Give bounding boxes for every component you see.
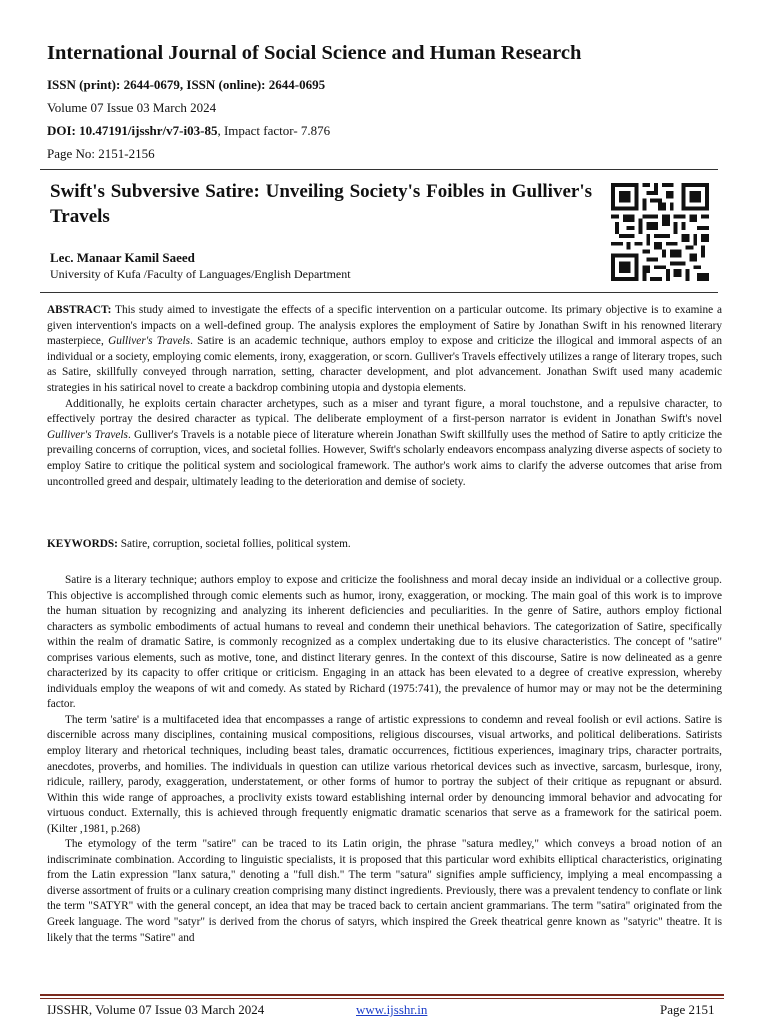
keywords-text: Satire, corruption, societal follies, political system. [117, 538, 351, 550]
title-top-rule [40, 169, 718, 170]
body-paragraph-3: The etymology of the term "satire" can be traced to its Latin origin, the phrase "satura medley," which conveys a broad notion of an indiscriminate combination. According to linguistic specialists, it is proposed that this particular word exhibits elliptical characteristics, originating from the Latin expression "lanx satura," denoting a "full dish." The term "satura" signifies ample sufficiency, implying a meal encompassing a diverse assortment of fruits or a culinary creation comprising many distinct ingredients. Previously, there was a prevalent tendency to conflate or link the term "SATYR" with the general concept, an idea that may be traced back to certain ancient grammarians. The term "satira" originated from the Greek language. The word "satyr" is derived from the chorus of satyrs, which inspired the Greek theatrical genre known as "satyric" theatre. It is likely that the terms "Satire" and [47, 838, 722, 944]
footer-journal-info: IJSSHR, Volume 07 Issue 03 March 2024 [47, 1002, 265, 1017]
work-title: Gulliver's Travels [108, 335, 191, 348]
issn-line: ISSN (print): 2644-0679, ISSN (online): 2644-0695 [47, 77, 326, 92]
title-bottom-rule [40, 292, 718, 293]
abstract-paragraph-2 [47, 397, 722, 491]
doi-line [47, 123, 330, 139]
work-title: Gulliver's Travels [47, 428, 128, 441]
paper-title: Swift's Subversive Satire: Unveiling Society's Foibles in Gulliver's Travels [50, 181, 592, 227]
journal-website-link[interactable]: www.ijsshr.in [356, 1002, 428, 1017]
keywords-label: KEYWORDS: [47, 538, 118, 550]
volume-line: Volume 07 Issue 03 March 2024 [47, 100, 217, 115]
footer-rule [40, 994, 724, 996]
abstract-text: . Satire is an academic technique, authors employ to expose and criticize the illogical and immoral aspects of an individual or a society, employing comic elements, irony, exaggeration, or scorn. Gulliver's Travels effectively utilizes a range of literary tropes, such as Satire, skillfully conveyed through narration, setting, character development, and plot advancement. Jonathan Swift used many academic strategies in his satirical novel to create a backdrop combining utopia and dystopia elements. [47, 335, 722, 394]
qr-code-icon [608, 183, 712, 281]
abstract-text: Additionally, he exploits certain character archetypes, such as a miser and tyrant figure, a moral touchstone, and a repulsive character, to effectively portray the desired character as typical. The deliberate employment of a first-person narrator is evident in Jonathan Swift's novel [47, 397, 722, 426]
body-text [47, 573, 722, 946]
impact-factor: , Impact factor- 7.876 [217, 123, 331, 138]
author-affiliation: University of Kufa /Faculty of Languages/English Department [50, 267, 351, 281]
abstract-paragraph-1 [47, 303, 722, 397]
abstract-label: ABSTRACT: [47, 304, 112, 316]
page-range: Page No: 2151-2156 [47, 146, 155, 161]
footer-rule-thin [40, 998, 724, 999]
author-name: Lec. Manaar Kamil Saeed [50, 250, 195, 265]
abstract-text: . Gulliver's Travels is a notable piece of literature wherein Jonathan Swift skillfully uses the method of Satire to aptly criticize the prevailing concerns of corruption, vices, and societal follies. However, Swift's scholarly endeavors encompass analyzing diverse aspects of society to employ Satire to critique the political system and sociological framework. The author's work aims to clarify the adverse outcomes that arise from uncontrolled greed and despair, ultimately leading to the deterioration and demise of society. [47, 428, 723, 488]
footer-page-number: Page 2151 [660, 1002, 715, 1017]
abstract-text: This study aimed to investigate the effects of a specific intervention on a particular outcome. Its primary objective is to examine a given intervention's impacts on a well-defined group. The analysis explores the employment of Satire by Jonathan Swift in his renowned literary masterpiece, [47, 304, 722, 348]
abstract-section [47, 303, 722, 490]
doi-text: DOI: 10.47191/ijsshr/v7-i03-85 [47, 123, 218, 138]
body-paragraph-2: The term 'satire' is a multifaceted idea that encompasses a range of artistic expressions to condemn and reveal foolish or evil actions. Satire is discernible across many disciplines, containing musical compositions, religious discourses, visual artworks, and political deliberations. Satirists employ literary and rhetorical techniques, including beast tales, dramatic occurrences, fictitious experiences, imaginary trips, character portraits, anecdotes, proverbs, and homilies. The individuals in question can utilize various rhetorical devices such as invective, sarcasm, burlesque, irony, ridicule, raillery, parody, exaggeration, understatement, or other forms of humor to portray the subject of their critique as repugnant or absurd. Within this wide range of approaches, a proclivity exists toward establishing internal order by denouncing immoral behavior and advocating for virtuous conduct. Externally, this is achieved through frequently enigmatic dramatic scenarios that serve as a framework for the satirical poem. (Kilter ,1981, p.268) [47, 713, 722, 835]
keywords-line [47, 537, 722, 553]
body-paragraph-1: Satire is a literary technique; authors employ to expose and criticize the foolishness and moral decay inside an individual or a collective group. This objective is accomplished through comic elements such as humor, irony, exaggeration, or mocking. The main goal of this work is to improve the human situation by recognizing and analyzing its inherent deficiencies and peculiarities. In the genre of Satire, authors employ fictional characters as symbolic embodiments of actual humans to reveal and condemn their unethical behaviors. The categorization of Satire, specifically within the realm of dramatic Satire, is commonly recognized as a complex undertaking due to its elusive characteristics. The concept of "satire" comprises various elements, such as motive, tone, and distinct literary genres. In the context of this discourse, Satire is now delineated as a genre characterized by its capacity to offer critique or criticism. Engaging in an attack has been elevated to a degree of creative expression, whereby individuals employ the weapons of wit and comedy. As stated by Richard (1975:741), the prevalence of humor may or may not be the determining factor. [47, 574, 722, 711]
journal-title: International Journal of Social Science and Human Research [47, 42, 582, 64]
